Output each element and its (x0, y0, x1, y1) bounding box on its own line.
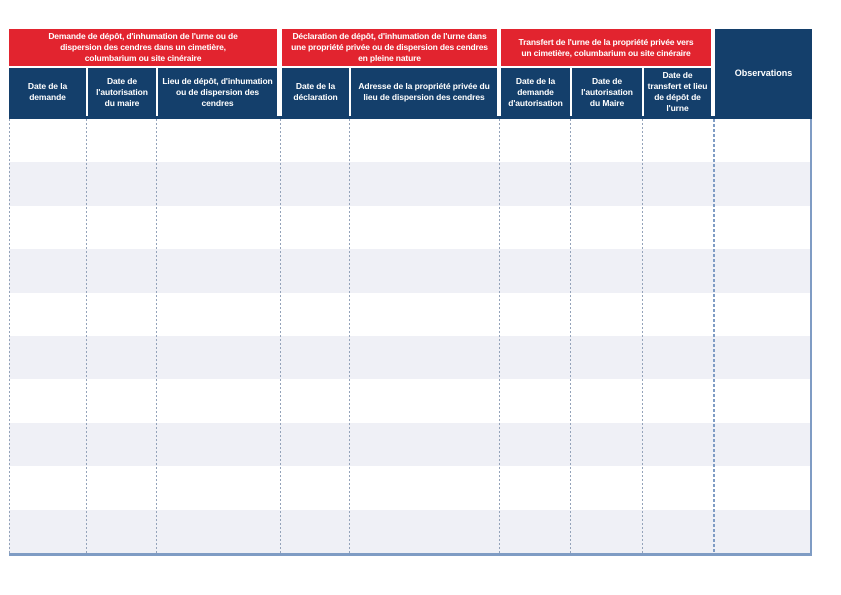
section-subrow-private-property (282, 66, 497, 116)
column-header-date-declaration: Date de la déclaration (282, 68, 349, 116)
table-row (9, 336, 812, 379)
header-section-cemetery (9, 29, 277, 116)
column-header-date-demande: Date de la demande (9, 68, 86, 116)
table-row (9, 293, 812, 336)
table-right-border (810, 119, 812, 553)
grid-vline (642, 119, 643, 553)
column-header-observations: Observations (715, 29, 812, 116)
grid-vline (570, 119, 571, 553)
column-header-date-transfert: Date de transfert et lieu de dépôt de l'urne (642, 68, 711, 116)
table-row (9, 379, 812, 422)
table-row (9, 510, 812, 553)
grid-vline (349, 119, 350, 553)
grid-vline (713, 119, 715, 553)
table-body (9, 119, 812, 556)
section-subrow-cemetery (9, 66, 277, 116)
grid-vline (156, 119, 157, 553)
column-header-date-autorisation-maire2: Date de l'autorisation du Maire (570, 68, 642, 116)
table-row (9, 466, 812, 509)
header-section-transfer (501, 29, 711, 116)
grid-vline (9, 119, 10, 553)
column-header-date-demande-autorisation: Date de la demande d'autorisation (501, 68, 570, 116)
column-header-date-autorisation-maire: Date de l'autorisation du maire (86, 68, 156, 116)
grid-vline (280, 119, 281, 553)
table-row (9, 206, 812, 249)
section-title-private-property: Déclaration de dépôt, d'inhumation de l'urne dans une propriété privée ou de dispersion des cendres en pleine nature (282, 29, 497, 66)
table-row (9, 423, 812, 466)
section-title-transfer: Transfert de l'urne de la propriété privée vers un cimetière, columbarium ou site cinéraire (501, 29, 711, 66)
table-row (9, 162, 812, 205)
table-row (9, 249, 812, 292)
column-header-adresse-propriete: Adresse de la propriété privée du lieu de dispersion des cendres (349, 68, 497, 116)
section-subrow-transfer (501, 66, 711, 116)
table-row (9, 119, 812, 162)
column-header-lieu-depot: Lieu de dépôt, d'inhumation ou de dispersion des cendres (156, 68, 277, 116)
section-title-cemetery: Demande de dépôt, d'inhumation de l'urne ou de dispersion des cendres dans un cimetière, columbarium ou site cinéraire (9, 29, 277, 66)
grid-vline (499, 119, 500, 553)
table-header (9, 29, 812, 116)
registry-table (9, 29, 812, 556)
grid-vline (86, 119, 87, 553)
header-section-private-property (282, 29, 497, 116)
